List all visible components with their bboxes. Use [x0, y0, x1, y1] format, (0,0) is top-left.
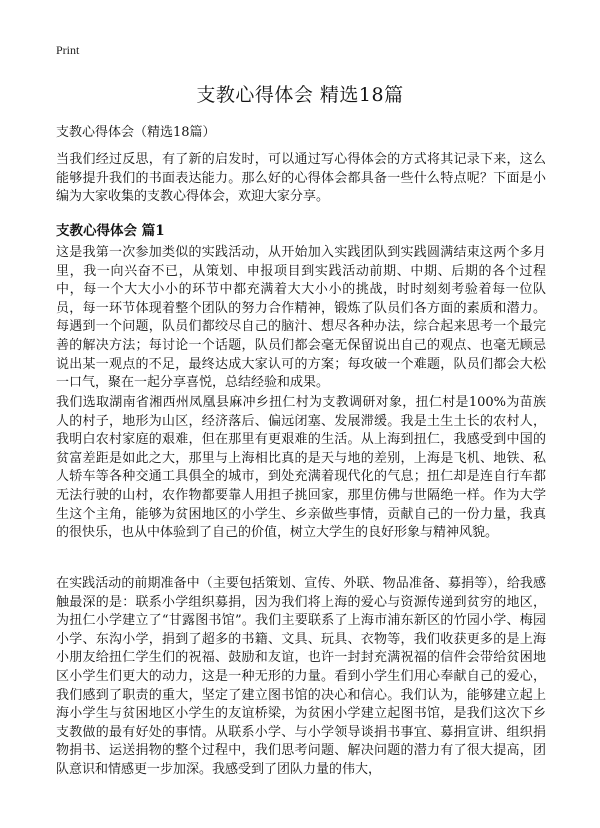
document-subtitle: 支教心得体会（精选18篇）: [56, 125, 216, 140]
print-link[interactable]: Print: [56, 43, 80, 57]
intro-paragraph: 当我们经过反思，有了新的启发时，可以通过写心得体会的方式将其记录下来，这么能够提升我们的书面表达能力。那么好的心得体会都具备一些什么特点呢？下面是小编为大家收集的支教心得体会，欢迎大家分享。: [56, 152, 546, 205]
page-title: 支教心得体会 精选18篇: [196, 84, 404, 106]
body-paragraph: 我们选取湖南省湘西州凤凰县麻冲乡扭仁村为支教调研对象，扭仁村是100%为苗族人的村子，地形为山区，经济落后、偏远闭塞、发展滞缓。我是土生土长的农村人，我明白农村家庭的艰难，但在那里有更艰难的生活。从上海到扭仁，我感受到中国的贫富差距是如此之大，那里与上海相比真的是天与地的差别，上海是飞机、地铁、私人轿车等各种交通工具俱全的城市，到处充满着现代化的气息；扭仁却是连自行车都无法行驶的山村，农作物都要靠人用担子挑回家，那里仿佛与世隔绝一样。作为大学生这个主角，能够为贫困地区的小学生、乡亲做些事情，贡献自己的一份力量，我真的很快乐，也从中体验到了自己的价值，树立大学生的良好形象与精神风貌。: [56, 395, 546, 541]
body-paragraph: 这是我第一次参加类似的实践活动，从开始加入实践团队到实践圆满结束这两个多月里，我一向兴奋不已，从策划、申报项目到实践活动前期、中期、后期的各个过程中，每一个大大小小的环节中都充满着大大小小的挑战，时时刻刻考验着每一位队员，每一环节体现着整个团队的努力合作精神，锻炼了队员们各方面的素质和潜力。每遇到一个问题，队员们都绞尽自己的脑汁、想尽各种办法，综合起来思考一个最完善的解决方法；每讨论一个话题，队员们都会毫无保留说出自己的观点、也毫无顾忌说出某一观点的不足，最终达成大家认可的方案；每攻破一个难题，队员们都会大松一口气，聚在一起分享喜悦，总结经验和成果。: [56, 245, 546, 391]
section-heading: 支教心得体会 篇1: [56, 223, 165, 239]
body-paragraph: 在实践活动的前期准备中（主要包括策划、宣传、外联、物品准备、募捐等），给我感触最深的是：联系小学组织募捐，因为我们将上海的爱心与资源传递到贫穷的地区，为扭仁小学建立了“甘露图书馆”。我们主要联系了上海市浦东新区的竹园小学、梅园小学、东沟小学，捐到了超多的书籍、文具、玩具、衣物等，我们收获更多的是上海小朋友给扭仁学生们的祝福、鼓励和友谊，也许一封封充满祝福的信件会带给贫困地区小学生们更大的动力，这是一种无形的力量。看到小学生们用心奉献自己的爱心，我们感到了职责的重大，坚定了建立图书馆的决心和信心。我们认为，能够建立起上海小学生与贫困地区小学生的友谊桥梁，为贫困小学建立起图书馆，是我们这次下乡支教做的最有好处的事情。从联系小学、与小学领导谈捐书事宜、募捐宣讲、组织捐物捐书、运送捐物的整个过程中，我们思考问题、解决问题的潜力有了很大提高，团队意识和情感更一步加深。我感受到了团队力量的伟大，: [56, 576, 546, 777]
